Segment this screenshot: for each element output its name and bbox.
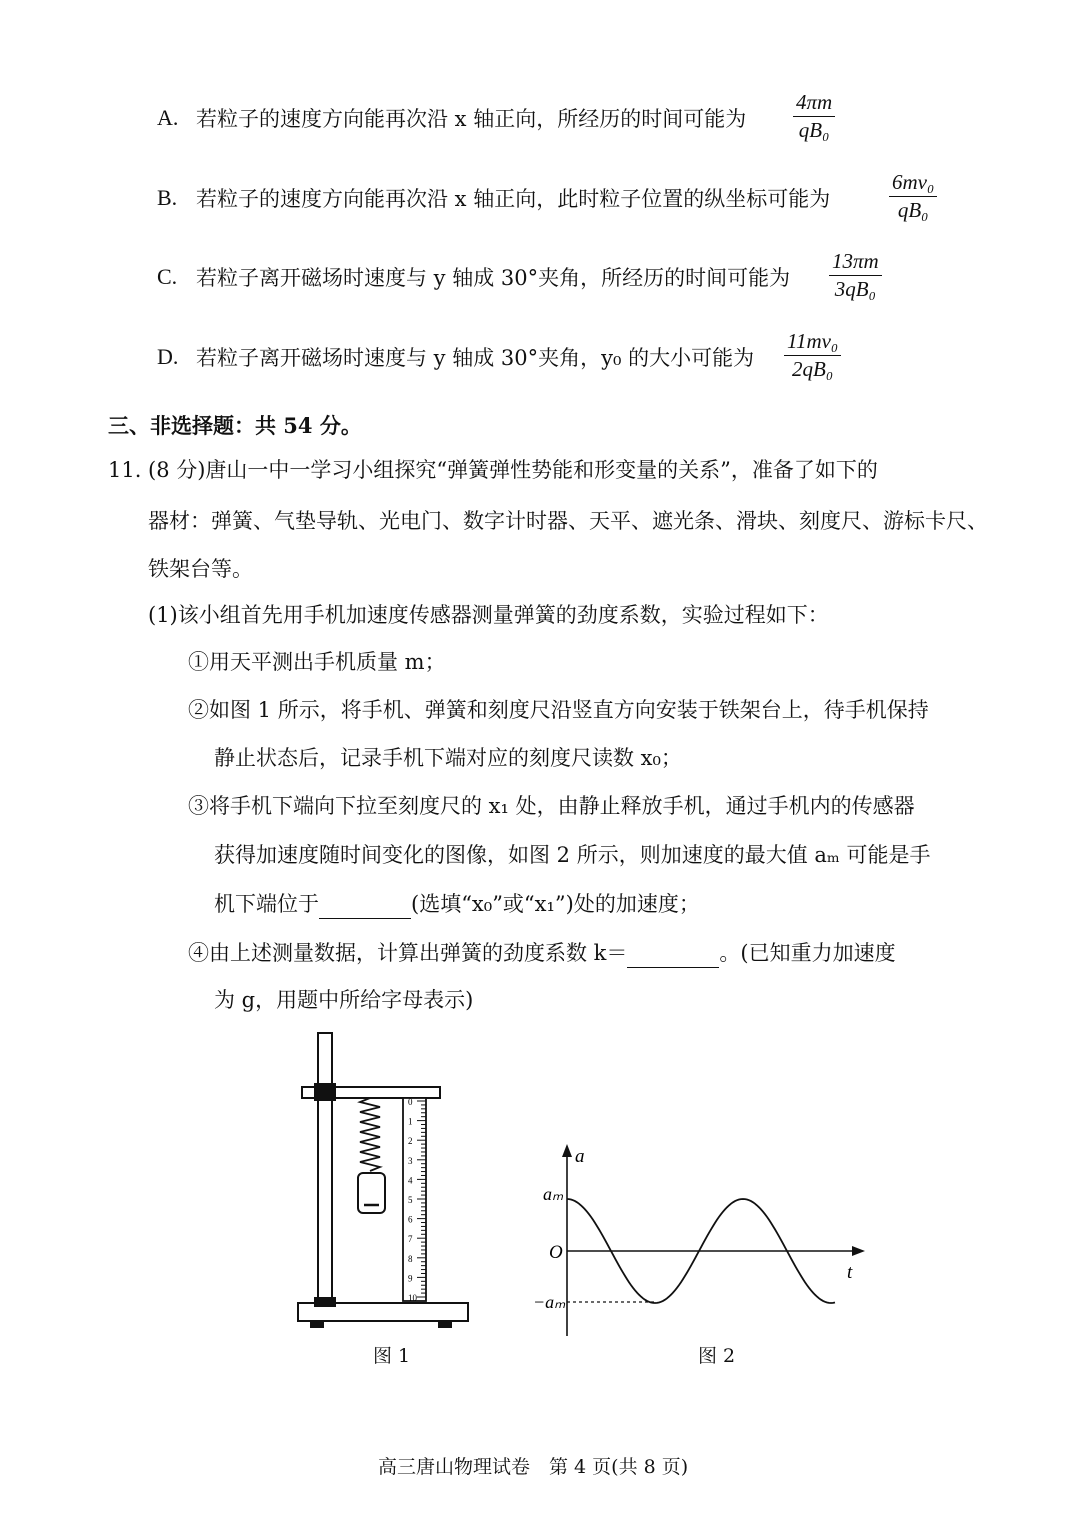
top-clamp <box>314 1083 336 1101</box>
option-c-fraction <box>829 249 882 302</box>
ruler-tick-label: 3 <box>408 1155 413 1166</box>
figure-2-graph <box>525 1140 880 1340</box>
option-b-text: 若粒子的速度方向能再次沿 x 轴正向，此时粒子位置的纵坐标可能为 <box>196 187 831 211</box>
figure-2-caption: 图 2 <box>698 1345 736 1367</box>
t-axis-arrow <box>852 1246 865 1256</box>
a-axis-label: a <box>575 1146 585 1167</box>
base-foot-left <box>310 1321 324 1328</box>
bottom-clamp <box>314 1297 336 1307</box>
option-c-letter: C. <box>157 264 178 289</box>
step-4-line-1-pre: ④由上述测量数据，计算出弹簧的劲度系数 k＝ <box>188 941 628 965</box>
ruler-tick-label: 8 <box>408 1253 413 1264</box>
ruler-tick-label: 9 <box>408 1273 413 1284</box>
step-3-line-3-pre: 机下端位于 <box>214 892 319 916</box>
ruler-tick-label: 2 <box>408 1136 413 1147</box>
step-1-text: ①用天平测出手机质量 m； <box>188 650 446 674</box>
part-1-text: (1)该小组首先用手机加速度传感器测量弹簧的劲度系数，实验过程如下： <box>148 603 829 627</box>
question-number: 11. <box>108 458 142 482</box>
stand-rod <box>318 1033 332 1303</box>
step-4-line-1 <box>188 938 896 968</box>
option-d-denominator: 2qB₀ <box>792 357 834 381</box>
option-b-fraction <box>889 170 937 223</box>
figure-1-caption: 图 1 <box>373 1345 411 1367</box>
ruler-tick-label: 10 <box>408 1293 417 1303</box>
answer-blank-1[interactable] <box>319 894 411 919</box>
am-label: aₘ <box>543 1184 564 1204</box>
page-footer: 高三唐山物理试卷 第 4 页(共 8 页) <box>378 1456 689 1478</box>
option-d-letter: D. <box>157 344 179 369</box>
option-b-letter: B. <box>157 185 178 210</box>
step-4-line-2: 为 g，用题中所给字母表示) <box>214 988 474 1012</box>
base-foot-right <box>438 1321 452 1328</box>
question-intro-line-2: 器材：弹簧、气垫导轨、光电门、数字计时器、天平、遮光条、滑块、刻度尺、游标卡尺、 <box>148 509 988 533</box>
ruler-tick-label: 6 <box>408 1214 413 1225</box>
section-heading: 三、非选择题：共 54 分。 <box>108 413 362 438</box>
option-a-letter: A. <box>157 105 179 130</box>
option-a-numerator: 4πm <box>793 90 835 117</box>
phone <box>358 1173 385 1213</box>
option-c-text: 若粒子离开磁场时速度与 y 轴成 30°夹角，所经历的时间可能为 <box>196 266 791 290</box>
option-a-denominator: qB₀ <box>798 118 830 142</box>
a-axis-arrow <box>562 1144 572 1157</box>
ruler-tick-label: 7 <box>408 1234 413 1245</box>
step-3-line-3 <box>214 889 700 919</box>
figure-1-apparatus <box>280 1025 480 1340</box>
step-3-line-3-post: (选填“x₀”或“x₁”)处的加速度； <box>411 892 700 916</box>
step-4-line-1-post: 。(已知重力加速度 <box>719 941 896 965</box>
origin-label: O <box>549 1242 563 1263</box>
option-a-fraction <box>793 90 835 143</box>
ruler-tick-label: 4 <box>408 1175 413 1186</box>
ruler-tick-label: 1 <box>408 1116 413 1127</box>
option-c-denominator: 3qB₀ <box>834 277 876 301</box>
ruler-tick-label: 0 <box>408 1097 413 1107</box>
step-2-line-1: ②如图 1 所示，将手机、弹簧和刻度尺沿竖直方向安装于铁架台上，待手机保持 <box>188 698 929 722</box>
option-d-numerator: 11mv₀ <box>784 329 841 356</box>
option-b-numerator: 6mv₀ <box>889 170 937 197</box>
answer-blank-2[interactable] <box>627 943 719 968</box>
option-c-numerator: 13πm <box>829 249 882 276</box>
question-intro-line-3: 铁架台等。 <box>148 557 253 581</box>
question-intro-line-1: (8 分)唐山一中一学习小组探究“弹簧弹性势能和形变量的关系”，准备了如下的 <box>148 458 878 482</box>
t-axis-label: t <box>847 1262 853 1283</box>
option-a-text: 若粒子的速度方向能再次沿 x 轴正向，所经历的时间可能为 <box>196 107 747 131</box>
option-d-text: 若粒子离开磁场时速度与 y 轴成 30°夹角，y₀ 的大小可能为 <box>196 346 755 370</box>
step-2-line-2: 静止状态后，记录手机下端对应的刻度尺读数 x₀； <box>214 746 682 770</box>
ruler-tick-label: 5 <box>408 1195 413 1205</box>
neg-am-label: −aₘ <box>533 1292 566 1312</box>
step-3-line-1: ③将手机下端向下拉至刻度尺的 x₁ 处，由静止释放手机，通过手机内的传感器 <box>188 794 915 818</box>
option-d-fraction <box>784 329 841 382</box>
step-3-line-2: 获得加速度随时间变化的图像，如图 2 所示，则加速度的最大值 aₘ 可能是手 <box>214 843 931 867</box>
spring <box>360 1098 380 1171</box>
option-b-denominator: qB₀ <box>897 198 929 222</box>
